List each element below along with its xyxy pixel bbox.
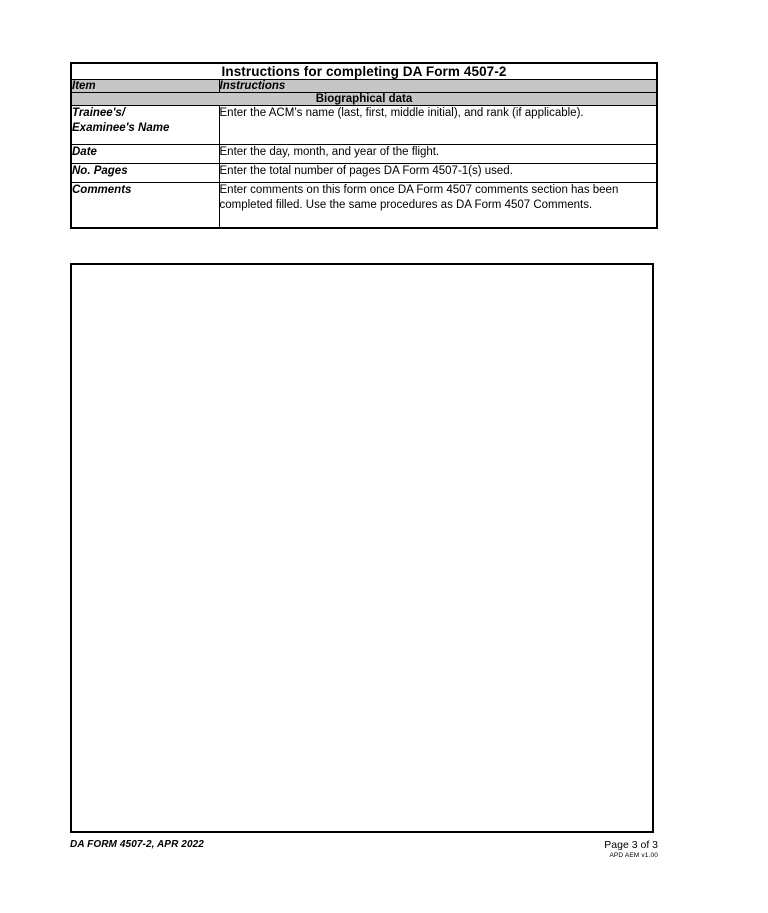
- item-label-comments: Comments: [71, 183, 219, 229]
- section-header-row: [71, 93, 657, 106]
- item-label-line-1: Trainee's/: [72, 107, 126, 119]
- column-header-item: Item: [71, 80, 219, 93]
- footer-apd-version: APD AEM v1.00: [609, 852, 658, 860]
- table-row: [71, 106, 657, 145]
- table-title-row: [71, 63, 657, 80]
- instruction-text-date: Enter the day, month, and year of the flight.: [219, 145, 657, 164]
- footer-right-block: [604, 839, 658, 861]
- page-title: Instructions for completing DA Form 4507-2: [71, 63, 657, 80]
- instructions-table: [70, 62, 658, 229]
- table-row: [71, 183, 657, 229]
- instruction-text-trainee-examinee-name: Enter the ACM’s name (last, first, middle initial), and rank (if applicable).: [219, 106, 657, 145]
- table-row: [71, 164, 657, 183]
- blank-continuation-area: [70, 263, 654, 833]
- table-header-row: [71, 80, 657, 93]
- instruction-text-no-pages: Enter the total number of pages DA Form 4507-1(s) used.: [219, 164, 657, 183]
- item-label-date: Date: [71, 145, 219, 164]
- footer-form-id: DA FORM 4507-2, APR 2022: [70, 839, 204, 850]
- section-title-biographical-data: Biographical data: [71, 93, 657, 106]
- column-header-instructions: Instructions: [219, 80, 657, 93]
- item-label-line-2: Examinee's Name: [72, 122, 170, 135]
- footer-page-number: Page 3 of 3: [604, 839, 658, 851]
- table-row: [71, 145, 657, 164]
- page-footer: [70, 839, 658, 869]
- item-label-trainee-examinee-name: [71, 106, 219, 145]
- item-label-no-pages: No. Pages: [71, 164, 219, 183]
- instruction-text-comments: Enter comments on this form once DA Form 4507 comments section has been completed filled. Use the same procedures as DA Form 4507 Comments.: [219, 183, 657, 229]
